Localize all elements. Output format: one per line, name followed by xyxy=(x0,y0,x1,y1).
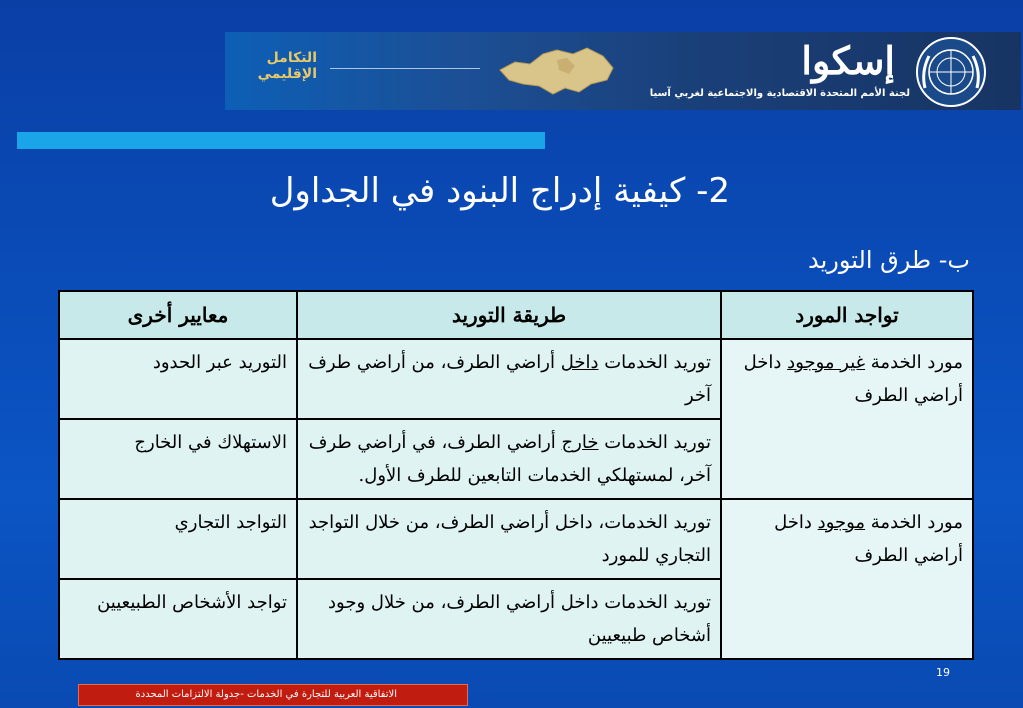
criteria-cell: التوريد عبر الحدود xyxy=(59,339,297,419)
header-banner xyxy=(225,32,1021,110)
header-other-criteria: معايير أخرى xyxy=(59,291,297,339)
table-row xyxy=(59,499,973,579)
method-cell: توريد الخدمات داخل أراضي الطرف، من أراضي طرف آخر xyxy=(297,339,721,419)
accent-bar xyxy=(17,132,545,149)
banner-divider xyxy=(330,68,480,69)
slide-subtitle: ب- طرق التوريد xyxy=(808,246,970,274)
org-name: إسكوا xyxy=(801,38,895,83)
criteria-cell: تواجد الأشخاص الطبيعيين xyxy=(59,579,297,659)
method-cell: توريد الخدمات داخل أراضي الطرف، من خلال وجود أشخاص طبيعيين xyxy=(297,579,721,659)
supplier-cell: مورد الخدمة موجود داخل أراضي الطرف xyxy=(721,499,973,659)
method-cell: توريد الخدمات خارج أراضي الطرف، في أراضي طرف آخر، لمستهلكي الخدمات التابعين للطرف الأول. xyxy=(297,419,721,499)
emphasis-text: داخل xyxy=(560,352,599,373)
supply-modes-table xyxy=(58,290,974,660)
supplier-cell: مورد الخدمة غير موجود داخل أراضي الطرف xyxy=(721,339,973,499)
org-subtitle: لجنة الأمم المتحدة الاقتصادية والاجتماعية لغربي آسيا xyxy=(649,88,910,99)
page-number: 19 xyxy=(936,666,950,679)
header-supplier-presence: تواجد المورد xyxy=(721,291,973,339)
method-cell: توريد الخدمات، داخل أراضي الطرف، من خلال التواجد التجاري للمورد xyxy=(297,499,721,579)
header-supply-method: طريقة التوريد xyxy=(297,291,721,339)
brand-left-line-2: الإقليمي xyxy=(257,66,317,82)
emphasis-text: غير موجود xyxy=(787,352,866,373)
footer-caption: الاتفاقية العربية للتجارة في الخدمات -جدولة الالتزامات المحددة xyxy=(78,684,468,706)
criteria-cell: الاستهلاك في الخارج xyxy=(59,419,297,499)
emphasis-text: موجود xyxy=(817,512,866,533)
brand-left-line-1: التكامل xyxy=(266,50,317,66)
criteria-cell: التواجد التجاري xyxy=(59,499,297,579)
slide-title: 2- كيفية إدراج البنود في الجداول xyxy=(269,171,730,211)
regional-integration-logo xyxy=(237,50,317,82)
emphasis-text: خارج xyxy=(561,432,599,453)
united-nations-emblem-icon xyxy=(915,36,987,108)
arab-region-map-icon xyxy=(495,40,625,100)
table-header-row xyxy=(59,291,973,339)
table-row xyxy=(59,339,973,419)
